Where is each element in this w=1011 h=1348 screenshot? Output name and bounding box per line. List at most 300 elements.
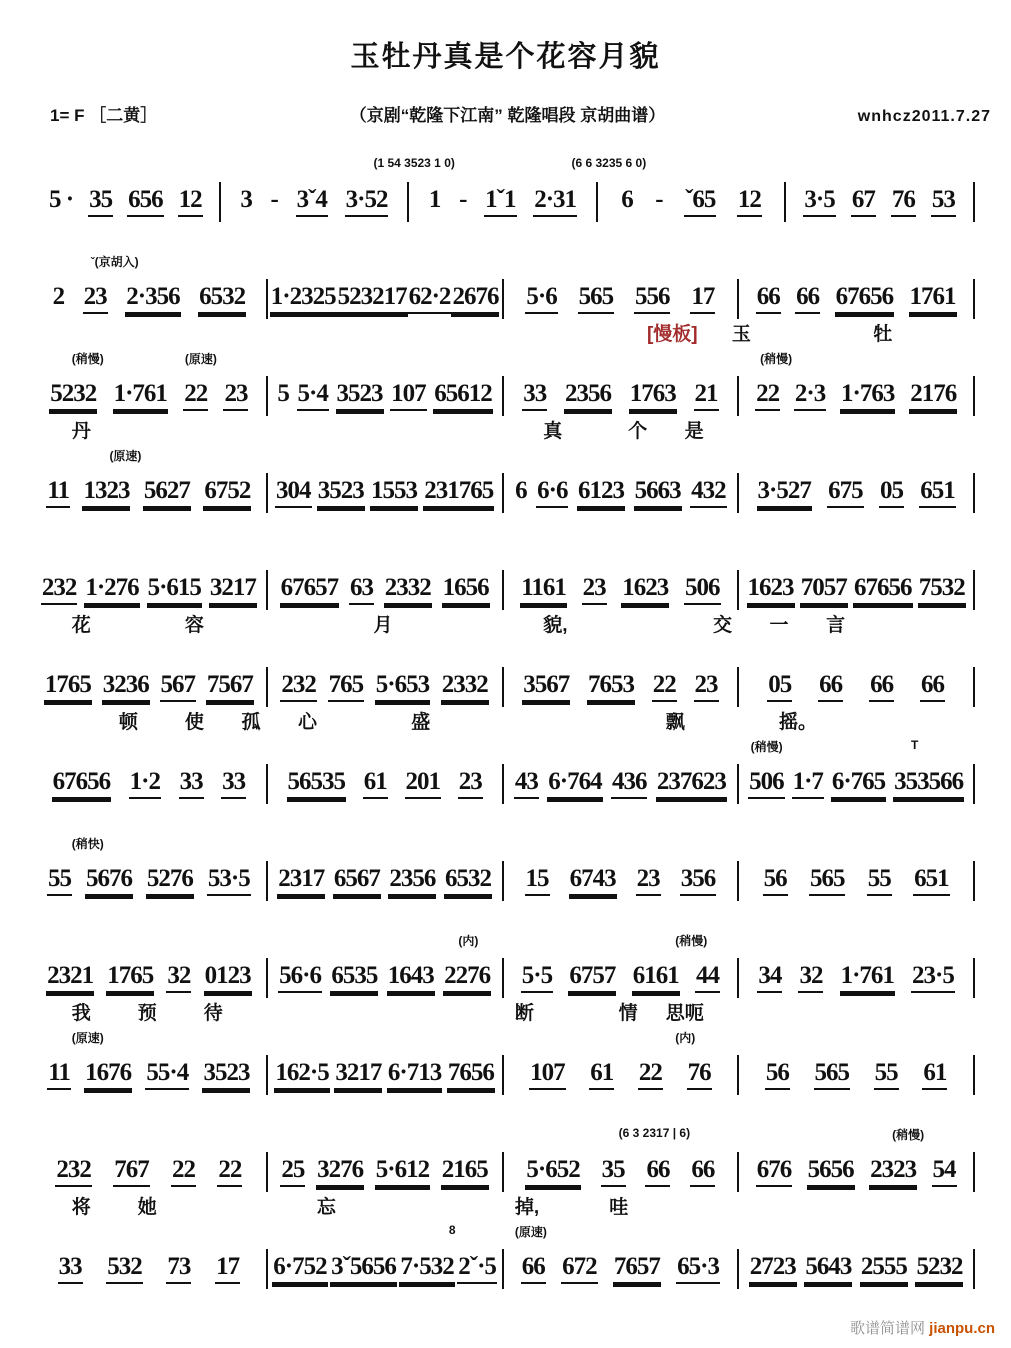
note-group: 3523	[336, 381, 384, 411]
lyric: 飘	[665, 712, 685, 733]
note-group: 6161	[632, 963, 680, 993]
note-group: 3·5	[803, 187, 835, 217]
note-group: 231765	[423, 478, 494, 508]
notes-row	[34, 958, 977, 998]
lyric: 牡	[873, 324, 893, 345]
note-group: 6·764	[547, 769, 602, 799]
note-group: 66	[818, 672, 843, 702]
note-group: 6123	[577, 478, 625, 508]
note-group: 5·6	[525, 284, 557, 314]
note-group: 2·3	[794, 381, 826, 411]
barline	[502, 1152, 504, 1192]
note-group: 5 ·	[49, 186, 74, 213]
lyric: 貌,	[543, 615, 568, 636]
song-subtitle: （京剧“乾隆下江南” 乾隆唱段 京胡曲谱）	[349, 106, 666, 125]
note-group: 2	[52, 283, 65, 310]
measure	[34, 1157, 264, 1187]
note-group: 12	[737, 187, 762, 217]
note-group: 66	[756, 284, 781, 314]
notes-row	[34, 1249, 977, 1289]
barline	[266, 1055, 268, 1095]
note-group: 2356	[388, 866, 436, 896]
barline	[502, 376, 504, 416]
note-group: 25	[280, 1157, 305, 1187]
note-group: 67656	[853, 575, 913, 605]
lyric: 断	[514, 1003, 534, 1024]
note-group: 232	[41, 575, 78, 605]
note-group: 5663	[634, 478, 682, 508]
note-group: 2723	[749, 1254, 797, 1284]
song-title: 玉牡丹真是个花容月貌	[350, 41, 661, 73]
barline	[266, 861, 268, 901]
barline	[973, 1055, 975, 1095]
note-group: 44	[695, 963, 720, 993]
note-group: 436	[611, 769, 648, 799]
note-group: 1623	[747, 575, 795, 605]
barline	[973, 1249, 975, 1289]
note-group: 304	[275, 478, 312, 508]
lyric: 顿	[118, 712, 138, 733]
note-group: 1623	[621, 575, 669, 605]
measure	[270, 963, 500, 993]
note-group: 43	[514, 769, 539, 799]
note-group: 2676	[451, 284, 499, 314]
note-group: 6	[515, 477, 527, 504]
score-line	[34, 346, 977, 443]
barline	[266, 667, 268, 707]
note-group: 107	[529, 1060, 566, 1090]
note-group: 675	[827, 478, 864, 508]
notes-row	[34, 279, 977, 319]
barline	[973, 764, 975, 804]
note-group: 22	[217, 1157, 242, 1187]
note-group: 2317	[277, 866, 325, 896]
tempo-annotation: (稍慢)	[892, 1128, 925, 1142]
note-group: 651	[919, 478, 956, 508]
note-group: 232	[55, 1157, 92, 1187]
note-group: 76	[891, 187, 916, 217]
barline	[502, 570, 504, 610]
lyric: 是	[684, 421, 704, 442]
measure	[506, 478, 736, 508]
lyric: 使	[184, 712, 204, 733]
lyric: 待	[203, 1003, 223, 1024]
tempo-annotation: (6 3 2317 | 6)	[618, 1126, 691, 1140]
note-group: 565	[809, 866, 846, 896]
note-group: 3567	[522, 672, 570, 702]
barline	[502, 279, 504, 319]
note-group: 7653	[587, 672, 635, 702]
note-group: 33	[221, 769, 246, 799]
lyric: 预	[137, 1003, 157, 1024]
measure	[270, 381, 500, 411]
note-group: 1553	[370, 478, 418, 508]
note-group: 3523	[202, 1060, 250, 1090]
note-group: 55	[867, 866, 892, 896]
note-group: 5643	[804, 1254, 852, 1284]
note-group: 22	[638, 1060, 663, 1090]
note-group: 506	[684, 575, 721, 605]
tempo-annotation: T	[910, 738, 919, 752]
barline	[973, 667, 975, 707]
measure	[270, 1254, 500, 1284]
notes-row	[34, 473, 977, 513]
note-group: 1·763	[840, 381, 895, 411]
watermark-site-url[interactable]: jianpu.cn	[929, 1320, 995, 1337]
notes-row	[34, 182, 977, 222]
note-group: 656	[127, 187, 164, 217]
notes-row	[34, 861, 977, 901]
note-group: 67656	[52, 769, 112, 799]
tempo-annotation: (内)	[458, 934, 479, 948]
tempo-annotation: (稍慢)	[750, 740, 783, 754]
barline	[737, 279, 739, 319]
measure	[34, 478, 264, 508]
date-mark: wnhcz2011.7.27	[857, 108, 991, 125]
note-group: 2332	[441, 672, 489, 702]
tempo-annotation: (稍快)	[71, 837, 104, 851]
barline	[737, 1249, 739, 1289]
measure	[34, 575, 264, 605]
note-group: 17	[690, 284, 715, 314]
measure	[741, 866, 971, 896]
note-group: 1·276	[84, 575, 139, 605]
note-group: 22	[652, 672, 677, 702]
note-group: 2555	[860, 1254, 908, 1284]
measure	[270, 866, 500, 896]
notes-row	[34, 667, 977, 707]
barline	[266, 376, 268, 416]
note-group: 672	[561, 1254, 598, 1284]
note-group: 67657	[280, 575, 340, 605]
note-group: 11	[47, 1060, 71, 1090]
note-group: 2356	[564, 381, 612, 411]
note-group: 55	[874, 1060, 899, 1090]
note-group: 107	[390, 381, 427, 411]
notes-row	[34, 764, 977, 804]
note-group: 34	[757, 963, 782, 993]
barline	[784, 182, 786, 222]
note-group: 6·713	[387, 1060, 442, 1090]
measure	[741, 478, 971, 508]
note-group: 1·2	[129, 769, 161, 799]
note-group: 11	[46, 478, 70, 508]
barline	[737, 1055, 739, 1095]
note-group: 23	[458, 769, 483, 799]
measure	[34, 866, 264, 896]
score-line	[34, 734, 977, 831]
note-group: 567	[160, 672, 197, 702]
note-group: 232	[280, 672, 317, 702]
note-group: 532	[106, 1254, 143, 1284]
lyric: 摇。	[778, 712, 817, 733]
barline	[407, 182, 409, 222]
note-group: 432	[690, 478, 727, 508]
barline	[973, 570, 975, 610]
note-group: 22	[755, 381, 780, 411]
note-group: 6743	[569, 866, 617, 896]
note-group: 66	[869, 672, 894, 702]
note-group: 3217	[334, 1060, 382, 1090]
notes-row	[34, 376, 977, 416]
note-group: 651	[913, 866, 950, 896]
note-group: 7·532	[399, 1254, 454, 1284]
note-group: 5656	[807, 1157, 855, 1187]
note-group: 6·752	[272, 1254, 327, 1284]
note-group: 2176	[909, 381, 957, 411]
score-line	[34, 1122, 977, 1219]
note-group: 1323	[82, 478, 130, 508]
barline	[737, 958, 739, 998]
note-group: 32	[798, 963, 823, 993]
barline	[502, 473, 504, 513]
note-group: 1·761	[113, 381, 168, 411]
note-group: 5232	[915, 1254, 963, 1284]
measure	[600, 187, 783, 217]
note-group: 55	[47, 866, 72, 896]
note-group: 3217	[209, 575, 257, 605]
note-group: 12	[178, 187, 203, 217]
note-group: 22	[183, 381, 208, 411]
note-group: 7656	[447, 1060, 495, 1090]
note-group: 33	[179, 769, 204, 799]
measure	[741, 1254, 971, 1284]
note-group: 565	[814, 1060, 851, 1090]
score-line	[34, 443, 977, 540]
measure	[506, 672, 736, 702]
measure	[506, 284, 736, 314]
measure	[270, 575, 500, 605]
notes-row	[34, 1152, 977, 1192]
note-group: 35	[88, 187, 113, 217]
note-group: 2321	[46, 963, 94, 993]
tempo-annotation: ˇ(京胡入)	[90, 255, 139, 269]
note-group: 5	[277, 380, 289, 407]
note-group: 5276	[146, 866, 194, 896]
note-group: 22	[171, 1157, 196, 1187]
note-group: 6532	[444, 866, 492, 896]
note-group: 23·5	[911, 963, 955, 993]
barline	[737, 667, 739, 707]
note-group: 33	[522, 381, 547, 411]
note-group: 1·2325	[270, 284, 337, 314]
note-group: 53	[931, 187, 956, 217]
note-group: 7057	[800, 575, 848, 605]
barline	[266, 1152, 268, 1192]
tempo-annotation: (原速)	[514, 1225, 547, 1239]
note-group: 6·765	[831, 769, 886, 799]
lyric: 忘	[316, 1197, 336, 1218]
note-group: 3·527	[757, 478, 812, 508]
note-group: 556	[634, 284, 671, 314]
barline	[737, 570, 739, 610]
note-group: 56	[765, 1060, 790, 1090]
note-group: 5676	[85, 866, 133, 896]
note-group: 0123	[204, 963, 252, 993]
measure	[506, 1254, 736, 1284]
note-group: 5·653	[375, 672, 430, 702]
note-group: 3	[240, 186, 252, 213]
score-line	[34, 637, 977, 734]
note-group: 7567	[206, 672, 254, 702]
note-group: 6535	[330, 963, 378, 993]
note-group: 3·52	[345, 187, 389, 217]
lyric: 丹	[71, 421, 91, 442]
barline	[266, 1249, 268, 1289]
barline	[502, 764, 504, 804]
barline	[596, 182, 598, 222]
note-group: 76	[687, 1060, 712, 1090]
note-group: 66	[645, 1157, 670, 1187]
watermark	[850, 1317, 995, 1338]
note-group: 5·5	[521, 963, 553, 993]
measure	[506, 381, 736, 411]
note-group: 506	[748, 769, 785, 799]
note-group: 23	[582, 575, 607, 605]
barline	[266, 473, 268, 513]
barline	[266, 958, 268, 998]
measure	[506, 963, 736, 993]
note-group: 767	[113, 1157, 150, 1187]
note-group: 1656	[442, 575, 490, 605]
measure	[270, 769, 500, 799]
note-group: 35	[601, 1157, 626, 1187]
lyric: 哇	[609, 1197, 629, 1218]
note-group: 66	[920, 672, 945, 702]
score-line	[34, 152, 977, 249]
note-group: 23	[223, 381, 248, 411]
note-group: 33	[58, 1254, 83, 1284]
note-group: 201	[405, 769, 442, 799]
note-group: 2332	[384, 575, 432, 605]
note-group: 6	[621, 186, 633, 213]
note-group: 1·761	[840, 963, 895, 993]
note-group: 237623	[656, 769, 727, 799]
note-group: 56	[763, 866, 788, 896]
tempo-annotation: 8	[448, 1223, 456, 1237]
note-group: 5·4	[297, 381, 329, 411]
measure	[741, 381, 971, 411]
barline	[973, 473, 975, 513]
note-group: 5·615	[147, 575, 202, 605]
note-group: 23	[694, 672, 719, 702]
note-group: 565	[578, 284, 615, 314]
note-group: 7657	[613, 1254, 661, 1284]
note-group: 2ˇ·5	[457, 1254, 497, 1284]
measure	[506, 575, 736, 605]
barline	[973, 376, 975, 416]
note-group: 65612	[433, 381, 493, 411]
note-group: 676	[756, 1157, 793, 1187]
barline	[973, 861, 975, 901]
measure	[270, 478, 500, 508]
note-group: 2·356	[125, 284, 180, 314]
lyric: 交	[712, 615, 732, 636]
note-group: 6752	[203, 478, 251, 508]
note-group: 5232	[49, 381, 97, 411]
note-group: 61	[363, 769, 388, 799]
barline	[266, 279, 268, 319]
tempo-annotation: (内)	[675, 1031, 696, 1045]
measure	[741, 963, 971, 993]
note-group: 1	[428, 186, 441, 213]
score-line	[34, 831, 977, 928]
note-group: 1ˇ1	[484, 187, 516, 217]
barline	[973, 1152, 975, 1192]
note-group: 21	[694, 381, 719, 411]
lyric: 言	[826, 615, 846, 636]
measure	[34, 284, 264, 314]
note-group: 5·612	[375, 1157, 430, 1187]
barline	[502, 958, 504, 998]
lyric: 心	[298, 712, 318, 733]
note-group: 66	[521, 1254, 546, 1284]
note-group: 765	[328, 672, 365, 702]
lyric: 她	[137, 1197, 157, 1218]
note-group: 1765	[44, 672, 92, 702]
score-line	[34, 540, 977, 637]
notes-row	[34, 1055, 977, 1095]
tempo-annotation: (6 6 3235 6 0)	[571, 156, 647, 170]
note-group: 23	[83, 284, 108, 314]
score-line	[34, 1025, 977, 1122]
barline	[502, 1249, 504, 1289]
lyric: 情	[618, 1003, 638, 1024]
lyric: 将	[71, 1197, 91, 1218]
lyric: 花	[71, 615, 91, 636]
note-group: 53·5	[207, 866, 251, 896]
barline	[266, 764, 268, 804]
note-group: 56535	[287, 769, 347, 799]
note-group: 5·652	[525, 1157, 580, 1187]
lyric: [慢板]	[646, 324, 698, 345]
note-group: 162·5	[274, 1060, 329, 1090]
barline	[973, 958, 975, 998]
note-group: 1765	[106, 963, 154, 993]
note-group: 61	[589, 1060, 614, 1090]
note-group: 353566	[893, 769, 964, 799]
note-group: 1763	[629, 381, 677, 411]
note-group: 23	[636, 866, 661, 896]
note-group: 3ˇ5656	[330, 1254, 397, 1284]
measure	[270, 1060, 500, 1090]
note-group: -	[459, 186, 467, 213]
note-group: 15	[525, 866, 550, 896]
note-group: 2276	[443, 963, 491, 993]
note-group: 6567	[333, 866, 381, 896]
note-group: 05	[767, 672, 792, 702]
note-group: 3276	[316, 1157, 364, 1187]
measure	[741, 1060, 971, 1090]
note-group: 3523	[317, 478, 365, 508]
barline	[502, 667, 504, 707]
measure	[741, 769, 971, 799]
note-group: 1761	[909, 284, 957, 314]
note-group: 6532	[198, 284, 246, 314]
note-group: 2·31	[533, 187, 577, 217]
measure	[741, 672, 971, 702]
barline	[737, 473, 739, 513]
note-group: 1643	[387, 963, 435, 993]
note-group: 32	[166, 963, 191, 993]
tempo-annotation: (原速)	[184, 352, 217, 366]
barline	[737, 376, 739, 416]
lyric: 个	[628, 421, 648, 442]
note-group: 66	[690, 1157, 715, 1187]
note-group: 1·7	[792, 769, 824, 799]
note-group: 3ˇ4	[296, 187, 328, 217]
measure	[34, 1060, 264, 1090]
